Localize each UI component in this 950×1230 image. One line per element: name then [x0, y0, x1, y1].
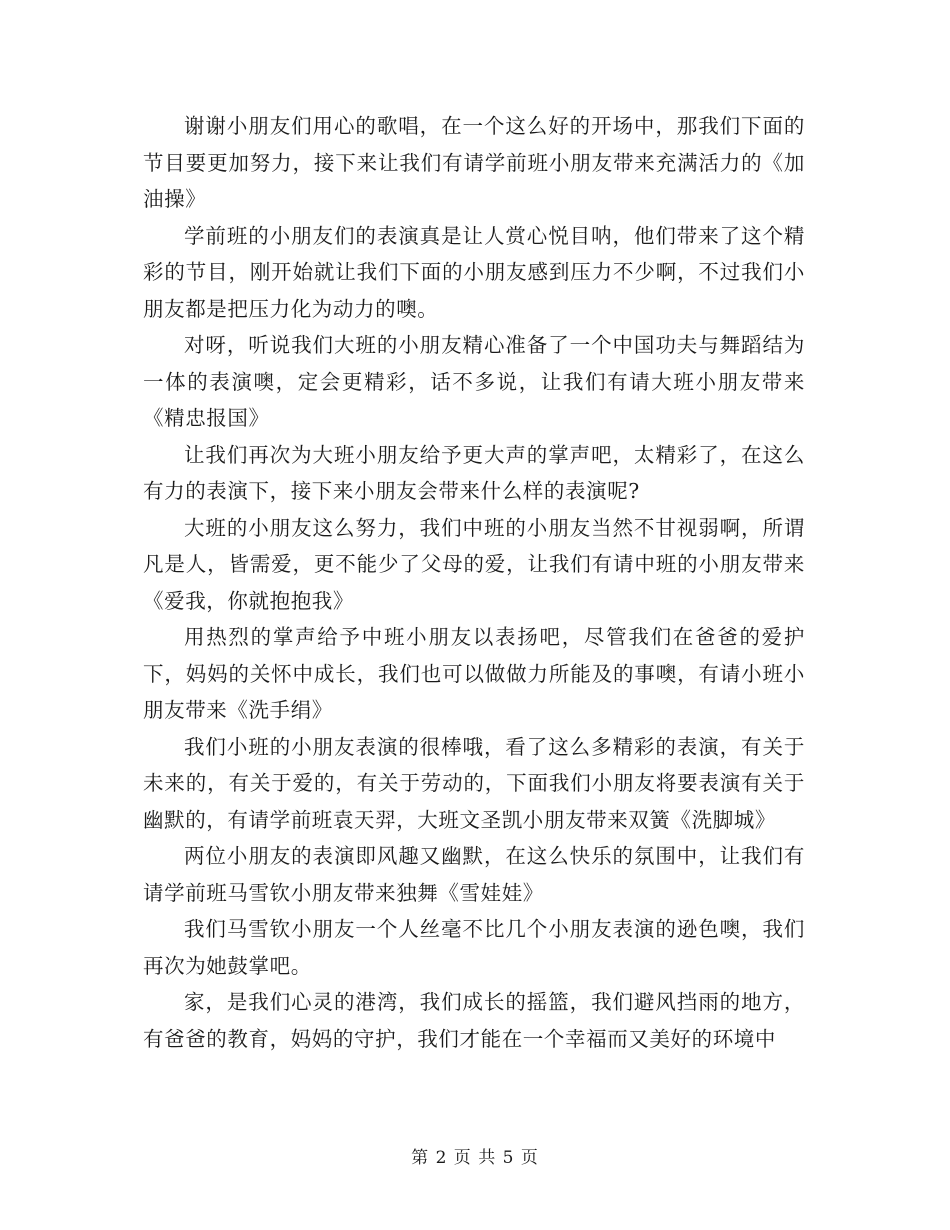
paragraph: 家，是我们心灵的港湾，我们成长的摇篮，我们避风挡雨的地方，有爸爸的教育，妈妈的守护，我们才能在一个幸福而又美好的环境中 — [143, 990, 805, 1051]
paragraph: 两位小朋友的表演即风趣又幽默，在这么快乐的氛围中，让我们有请学前班马雪钦小朋友带来独舞《雪娃娃》 — [143, 844, 805, 905]
paragraph: 让我们再次为大班小朋友给予更大声的掌声吧，太精彩了，在这么有力的表演下，接下来小朋友会带来什么样的表演呢? — [143, 442, 805, 503]
paragraph: 我们小班的小朋友表演的很棒哦，看了这么多精彩的表演，有关于未来的，有关于爱的，有关于劳动的，下面我们小朋友将要表演有关于幽默的，有请学前班袁天羿，大班文圣凯小朋友带来双簧《洗脚城》 — [143, 734, 805, 832]
paragraph: 大班的小朋友这么努力，我们中班的小朋友当然不甘视弱啊，所谓凡是人，皆需爱，更不能少了父母的爱，让我们有请中班的小朋友带来《爱我，你就抱抱我》 — [143, 515, 805, 613]
paragraph: 学前班的小朋友们的表演真是让人赏心悦目呐，他们带来了这个精彩的节目，刚开始就让我们下面的小朋友感到压力不少啊，不过我们小朋友都是把压力化为动力的噢。 — [143, 223, 805, 321]
document-body — [143, 108, 805, 1057]
paragraph: 用热烈的掌声给予中班小朋友以表扬吧，尽管我们在爸爸的爱护下，妈妈的关怀中成长，我们也可以做做力所能及的事噢，有请小班小朋友带来《洗手绢》 — [143, 625, 805, 722]
paragraph: 谢谢小朋友们用心的歌唱，在一个这么好的开场中，那我们下面的节目要更加努力，接下来让我们有请学前班小朋友带来充满活力的《加油操》 — [143, 114, 805, 211]
page-number-footer: 第 2 页 共 5 页 — [411, 1148, 539, 1168]
paragraph: 对呀，听说我们大班的小朋友精心准备了一个中国功夫与舞蹈结为一体的表演噢，定会更精彩，话不多说，让我们有请大班小朋友带来《精忠报国》 — [143, 333, 805, 430]
paragraph: 我们马雪钦小朋友一个人丝毫不比几个小朋友表演的逊色噢，我们再次为她鼓掌吧。 — [143, 917, 805, 978]
